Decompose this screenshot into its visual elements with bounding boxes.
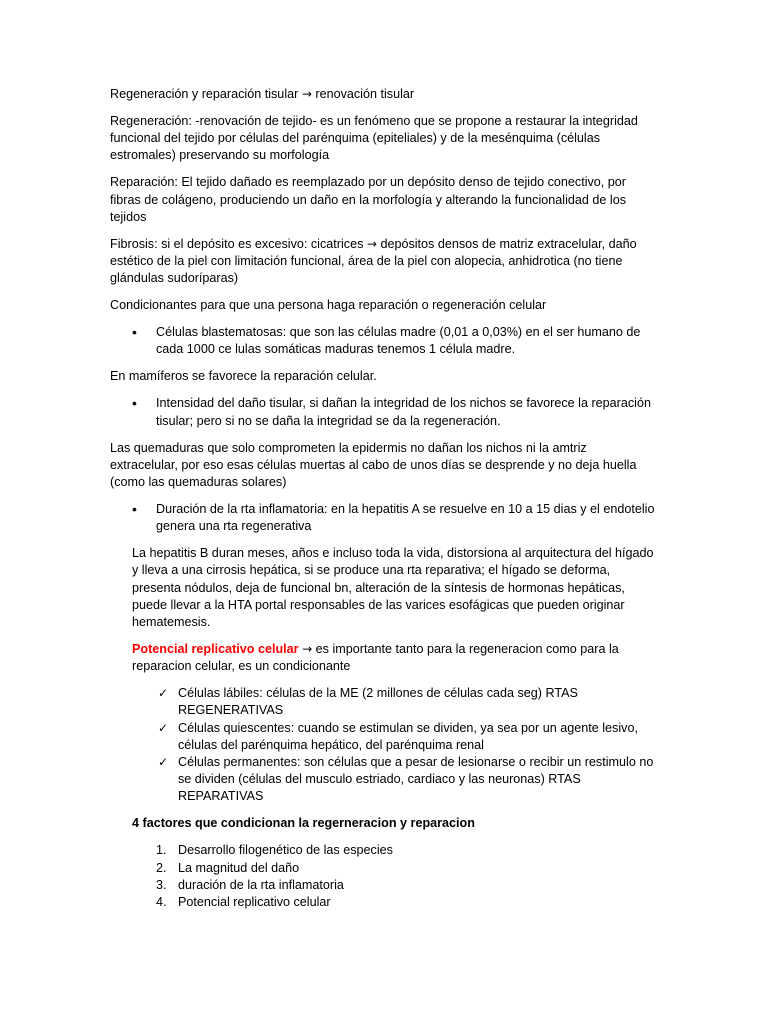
list-item: [110, 860, 658, 877]
list-item-text: La magnitud del daño: [178, 860, 300, 875]
checkmark-icon: ✓: [158, 686, 169, 701]
check-item-quiescentes: [110, 720, 658, 754]
paragraph-hepatitis-b: La hepatitis B duran meses, años e incluso toda la vida, distorsiona al arquitectura del hígado y lleva a una cirrosis hepática, si se produce una rta reparativa; el hígado se deforma, presenta nódulos, deja de funcional bn, alteración de la síntesis de hormonas hepáticas, puede llevar a la HTA portal responsables de las varices esofágicas que pueden originar hematemesis.: [132, 546, 654, 630]
bullet-dot-icon: •: [132, 324, 137, 341]
heading-factores: 4 factores que condicionan la regerneracion y reparacion: [132, 816, 475, 831]
checkmark-icon: ✓: [158, 755, 169, 770]
document-body: [110, 86, 658, 911]
list-number: 2.: [156, 860, 167, 875]
bullet-item-intensidad: [110, 395, 658, 429]
highlight-potencial: Potencial replicativo celular: [132, 642, 299, 657]
list-item: [110, 894, 658, 911]
fibrosis-text: Fibrosis: si el depósito es excesivo: cicatrices: [110, 236, 364, 251]
list-item-text: Desarrollo filogenético de las especies: [178, 843, 393, 858]
list-item: [110, 842, 658, 859]
list-number: 3.: [156, 877, 167, 892]
list-number: 1.: [156, 843, 167, 858]
paragraph-mamiferos: En mamíferos se favorece la reparación celular.: [110, 369, 377, 384]
bullet-text: Intensidad del daño tisular, si dañan la integridad de los nichos se favorece la reparación tisular; pero si no se daña la integridad se da la regeneración.: [156, 396, 651, 428]
arrow-right-icon: →: [302, 642, 313, 657]
paragraph-quemaduras: Las quemaduras que solo comprometen la epidermis no dañan los nichos ni la amtriz extracelular, por eso esas células muertas al cabo de unos días se desprende y no deja huella (como las quemaduras solares): [110, 440, 637, 490]
paragraph-regeneracion: Regeneración: -renovación de tejido- es un fenómeno que se propone a restaurar la integridad funcional del tejido por células del parénquima (epiteliales) y de la mesénquima (células estromales) preservando su morfología: [110, 114, 638, 163]
bullet-text: Células blastematosas: que son las células madre (0,01 a 0,03%) en el ser humano de cada 1000 ce lulas somáticas maduras tenemos 1 célula madre.: [156, 325, 641, 357]
check-item-text: Células permanentes: son células que a pesar de lesionarse o recibir un restimulo no se dividen (células del musculo estriado, cardiaco y las neuronas) RTAS REPARATIVAS: [178, 755, 654, 804]
list-item: [110, 877, 658, 894]
doc-title: [110, 86, 658, 103]
checkmark-list: [110, 685, 658, 805]
title-text: Regeneración y reparación tisular: [110, 87, 299, 101]
checkmark-icon: ✓: [158, 720, 169, 735]
paragraph-fibrosis: [110, 236, 658, 288]
fibrosis-text-2: depósitos densos de matriz extracelular, daño estético de la piel con limitación funcional, área de la piel con alopecia, anhidrotica (no tiene glándulas sudoríparas): [110, 236, 637, 286]
paragraph-condicionantes: Condicionantes para que una persona haga reparación o regeneración celular: [110, 298, 547, 313]
paragraph-reparacion: Reparación: El tejido dañado es reemplazado por un depósito denso de tejido conectivo, por fibras de colágeno, produciendo un daño en la morfología y alterando la funcionalidad de los tejidos: [110, 175, 627, 224]
arrow-right-icon: →: [366, 236, 377, 251]
bullet-dot-icon: •: [132, 501, 137, 518]
bullet-text: Duración de la rta inflamatoria: en la hepatitis A se resuelve en 10 a 15 dias y el endotelio genera una rta regenerativa: [156, 502, 655, 534]
check-item-labiles: [110, 685, 658, 719]
arrow-right-icon: →: [301, 87, 312, 101]
check-item-text: Células quiescentes: cuando se estimulan se dividen, ya sea por un agente lesivo, células del parénquima hepático, del parénquima renal: [178, 720, 638, 752]
check-item-permanentes: [110, 754, 658, 806]
paragraph-potencial: [110, 641, 658, 675]
numbered-list-factores: [110, 842, 658, 911]
bullet-item-blastematosas: [110, 324, 658, 358]
bullet-item-duracion: [110, 501, 658, 535]
list-number: 4.: [156, 895, 167, 910]
list-item-text: duración de la rta inflamatoria: [178, 877, 344, 892]
bullet-dot-icon: •: [132, 395, 137, 412]
list-item-text: Potencial replicativo celular: [178, 895, 331, 910]
check-item-text: Células lábiles: células de la ME (2 millones de células cada seg) RTAS REGENERATIVAS: [178, 686, 578, 718]
potencial-text: es importante tanto para la regeneracion como para la reparacion celular, es un condicionante: [132, 642, 619, 674]
title-text-2: renovación tisular: [315, 87, 415, 101]
